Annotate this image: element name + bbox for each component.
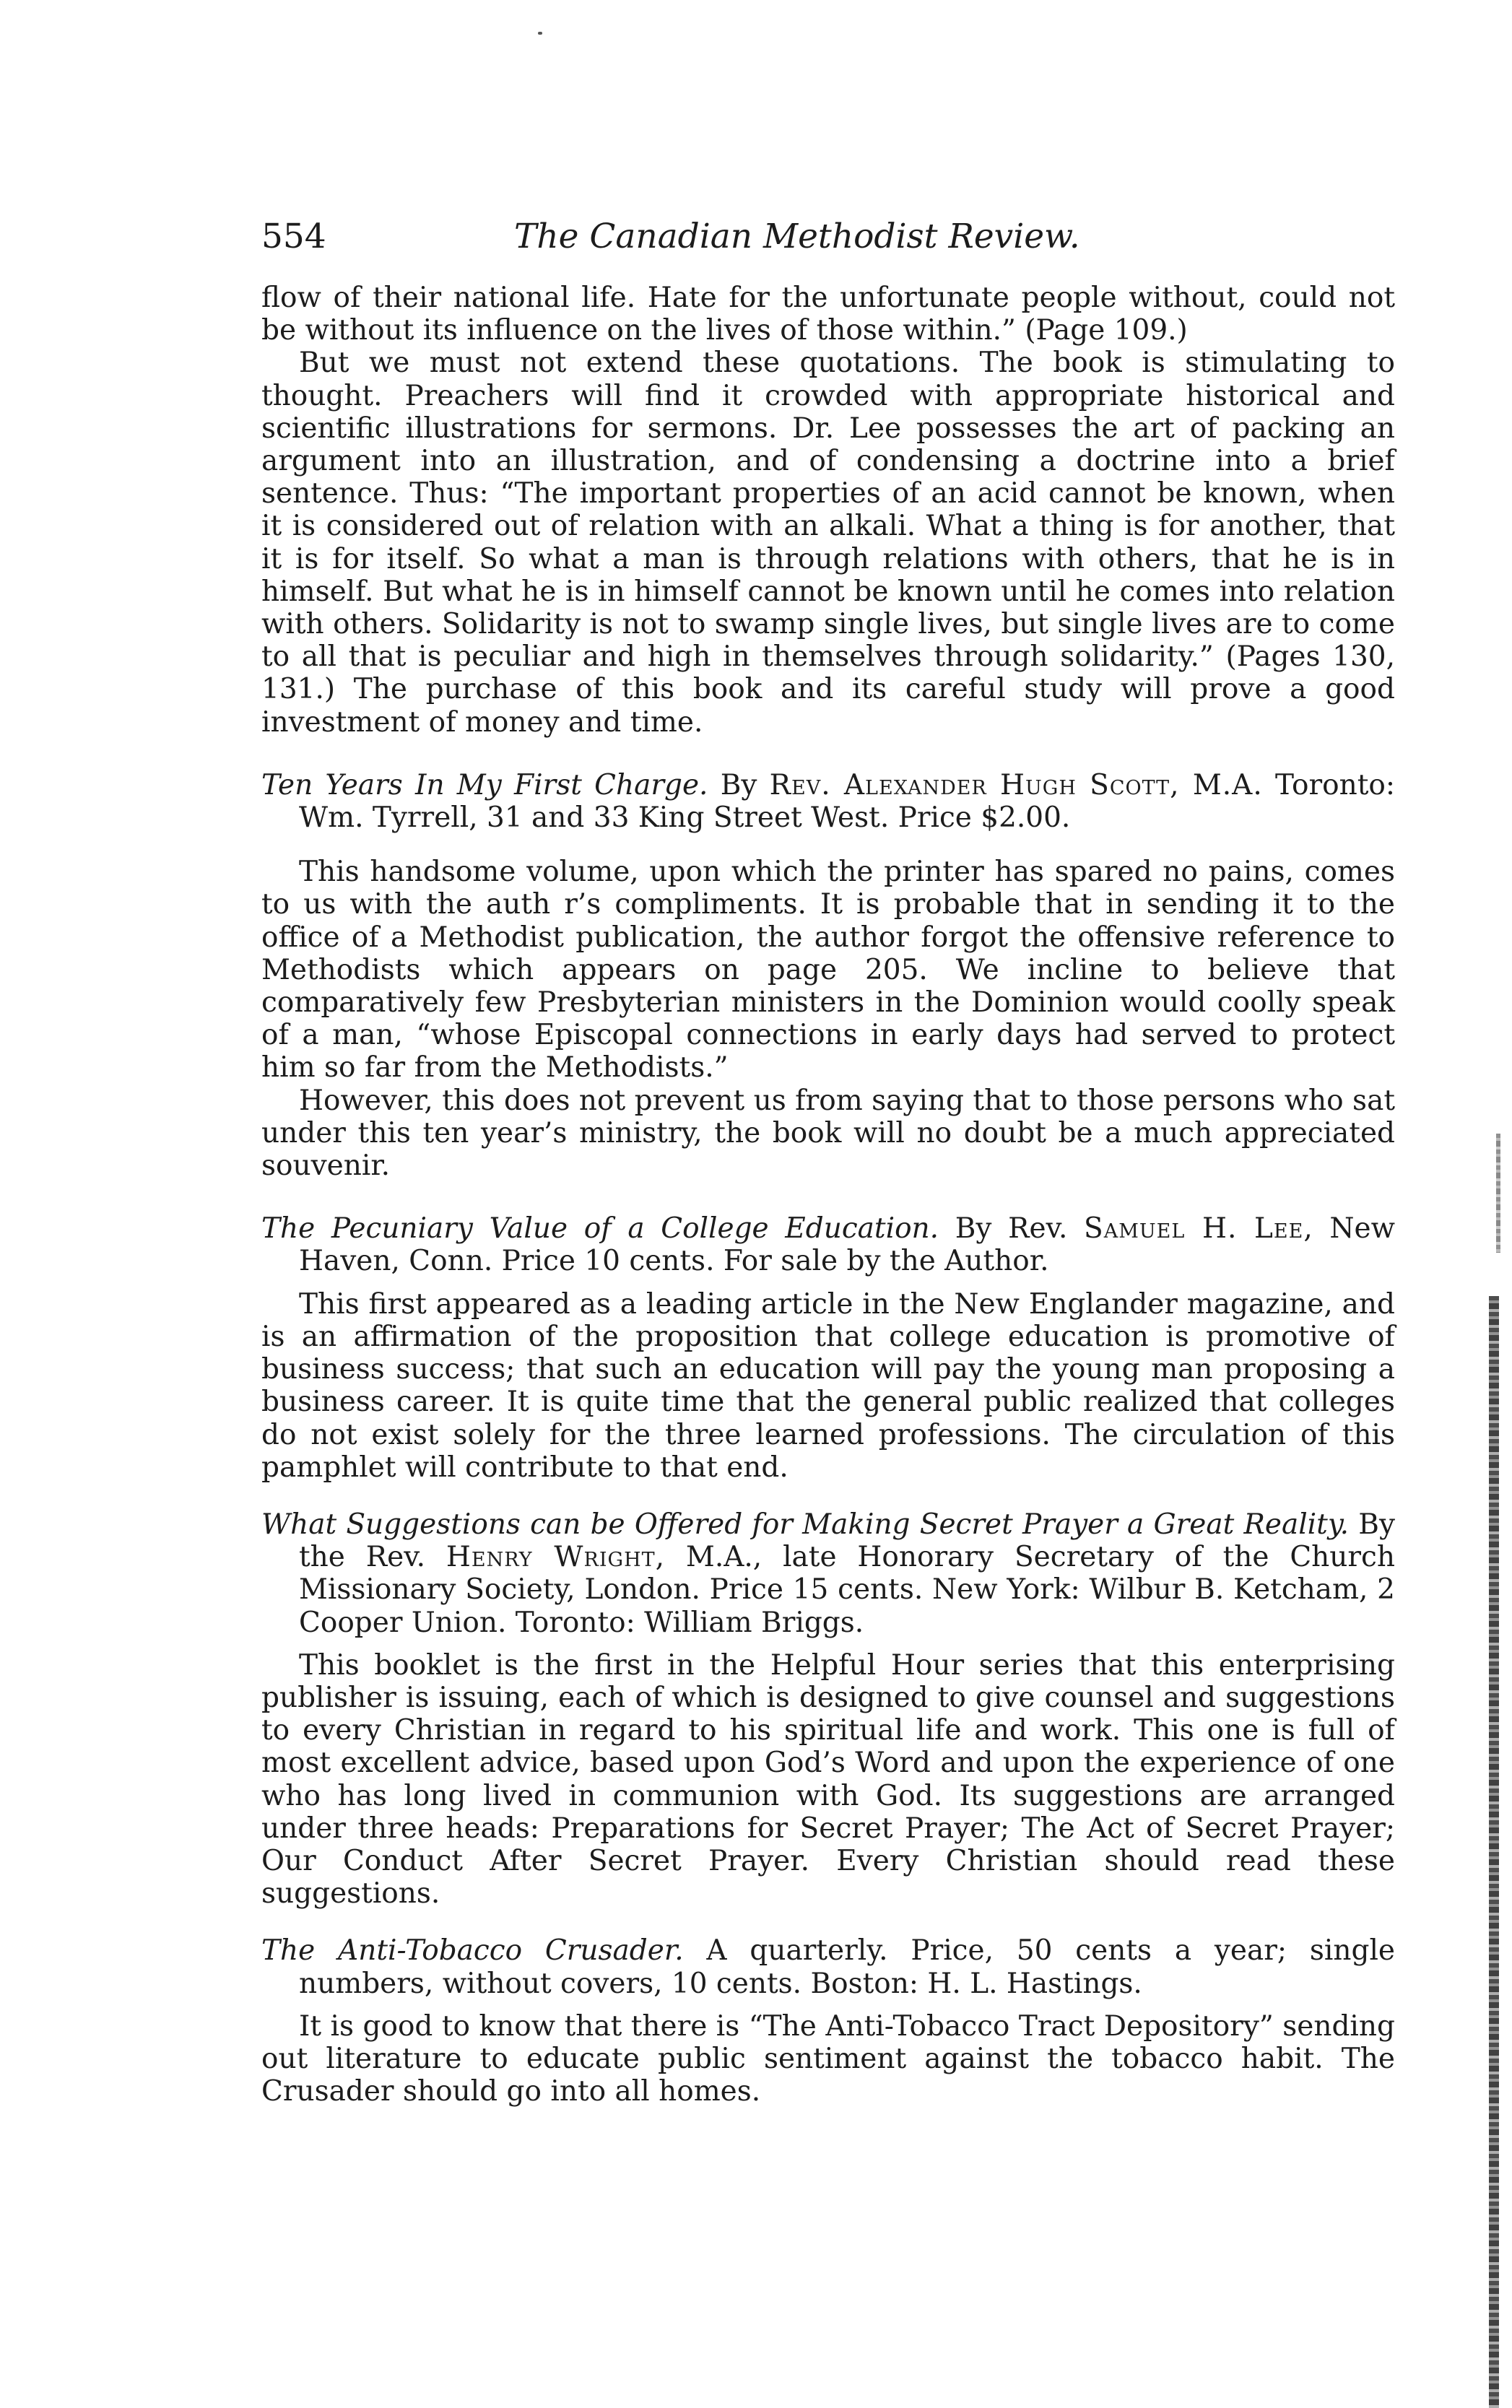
by-label: By the Rev. (299, 1508, 1395, 1574)
book-imprint: A quarterly. Price, 50 cents a year; single numbers, without covers, 10 cents. Boston: H. L. Hastings. (299, 1934, 1395, 2000)
book-title: The Pecuniary Value of a College Education. (261, 1212, 939, 1246)
book-imprint: Toronto: Wm. Tyrrell, 31 and 33 King Street West. Price $2.00. (299, 768, 1395, 835)
scan-edge-artifact (1496, 1134, 1500, 1253)
review-entry-heading (261, 769, 1395, 834)
review-entry-heading (261, 1508, 1395, 1639)
book-title: The Anti-Tobacco Crusader. (261, 1934, 684, 1968)
scan-edge-artifact (1489, 1296, 1499, 2408)
page-body (261, 217, 1395, 2108)
page-number: 554 (261, 217, 326, 256)
continuation-paragraph: But we must not extend these quotations. The book is stimulating to thought. Preachers will find it crowded with appropriate historical and scientific illustrations for sermons. Dr. Lee possesses the art of packing an argument into an illustration, and of condensing a doctrine into a brief sentence. Thus: “The important properties of an acid cannot be known, when it is considered out of relation with an alkali. What a thing is for another, that it is for itself. So what a man is through relations with others, that he is in himself. But what he is in himself cannot be known until he comes into relation with others. Solidarity is not to swamp single lives, but single lives are to come to all that is peculiar and high in themselves through solidarity.” (Pages 130, 131.) The purchase of this book and its careful study will prove a good investment of money and time. (261, 347, 1395, 739)
book-title: Ten Years In My First Charge. (261, 768, 708, 801)
running-header (261, 217, 1395, 257)
book-imprint: M.A., late Honorary Secretary of the Church Missionary Society, London. Price 15 cents. New York: Wilbur B. Ketcham, 2 Cooper Union. Toronto: William Briggs. (299, 1541, 1395, 1639)
review-paragraph: This first appeared as a leading article in the New Englander magazine, and is an affirmation of the proposition that college education is promotive of business success; that such an education will pay the young man proposing a business career. It is quite time that the general public realized that colleges do not exist solely for the three learned professions. The circulation of this pamphlet will contribute to that end. (261, 1287, 1395, 1484)
review-entry-heading (261, 1934, 1395, 1999)
continuation-paragraph: flow of their national life. Hate for the unfortunate people without, could not be without its influence on the lives of those within.” (Page 109.) (261, 282, 1395, 347)
by-label: By Rev. (955, 1212, 1068, 1246)
book-imprint: New Haven, Conn. Price 10 cents. For sale by the Author. (299, 1212, 1395, 1278)
review-paragraph: This handsome volume, upon which the printer has spared no pains, comes to us with the auth r’s compliments. It is probable that in sending it to the office of a Methodist publication, the author forgot the offensive reference to Methodists which appears on page 205. We incline to believe that comparatively few Presbyterian ministers in the Dominion would coolly speak of a man, “whose Episcopal connections in early days had served to protect him so far from the Methodists.” (261, 856, 1395, 1085)
book-author: Samuel H. Lee, (1084, 1212, 1313, 1246)
review-paragraph: It is good to know that there is “The Anti-Tobacco Tract Depository” sending out literature to educate public sentiment against the tobacco habit. The Crusader should go into all homes. (261, 2009, 1395, 2108)
by-label: By (720, 768, 757, 801)
scan-speck (538, 32, 542, 35)
review-paragraph: However, this does not prevent us from saying that to those persons who sat under this ten year’s ministry, the book will no doubt be a much appreciated souvenir. (261, 1084, 1395, 1183)
review-entry-heading (261, 1212, 1395, 1277)
book-author: Henry Wright, (446, 1541, 666, 1574)
review-paragraph: This booklet is the first in the Helpful Hour series that this enterprising publisher is issuing, each of which is designed to give counsel and suggestions to every Christian in regard to his spiritual life and work. This one is full of most excellent advice, based upon God’s Word and upon the experience of one who has long lived in communion with God. Its suggestions are arranged under three heads: Preparations for Secret Prayer; The Act of Secret Prayer; Our Conduct After Secret Prayer. Every Christian should read these suggestions. (261, 1648, 1395, 1911)
book-author: Rev. Alexander Hugh Scott, M.A. (769, 768, 1263, 801)
book-title: What Suggestions can be Offered for Making Secret Prayer a Great Reality. (261, 1508, 1350, 1541)
running-title: The Canadian Methodist Review. (514, 217, 1080, 256)
